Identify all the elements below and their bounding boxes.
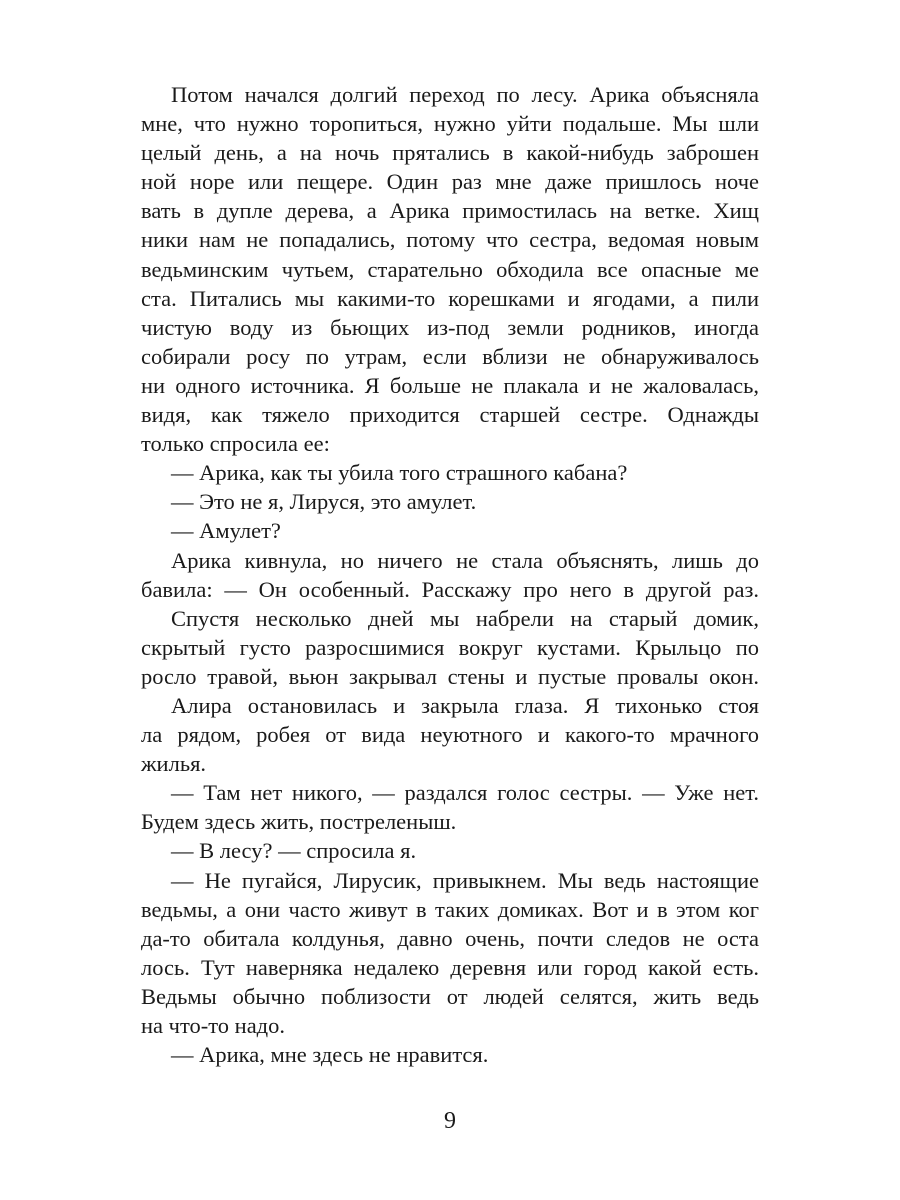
text-line: лось. Тут наверняка недалеко деревня или город какой есть.: [141, 954, 759, 980]
text-line: ведьмы, а они часто живут в таких домиках. Вот и в этом ког: [141, 896, 759, 922]
text-line: — Это не я, Лируся, это амулет.: [171, 489, 477, 515]
body-text: [141, 80, 759, 1069]
text-line: ведьминским чутьем, старательно обходила все опасные ме: [141, 256, 759, 282]
text-line: на что-то надо.: [141, 1013, 286, 1038]
text-line: скрытый густо разросшимися вокруг кустами. Крыльцо по: [141, 634, 759, 660]
text-line: Спустя несколько дней мы набрели на старый домик,: [171, 605, 759, 631]
text-line: бавила: — Он особенный. Расскажу про него в другой раз.: [141, 576, 759, 602]
text-line: Ведьмы обычно поблизости от людей селятся, жить ведь: [141, 983, 759, 1009]
text-line: Арика кивнула, но ничего не стала объяснять, лишь до: [171, 547, 759, 573]
text-line: вать в дупле дерева, а Арика примостилась на ветке. Хищ: [141, 198, 759, 224]
text-line: целый день, а на ночь прятались в какой-нибудь заброшен: [141, 140, 759, 166]
text-line: росло травой, вьюн закрывал стены и пустые провалы окон.: [141, 663, 759, 689]
text-line: да-то обитала колдунья, давно очень, почти следов не оста: [141, 925, 759, 951]
text-line: — Не пугайся, Лирусик, привыкнем. Мы ведь настоящие: [171, 867, 759, 893]
text-line: ной норе или пещере. Один раз мне даже пришлось ноче: [141, 169, 759, 195]
text-line: — Арика, мне здесь не нравится.: [171, 1042, 489, 1068]
text-line: — Амулет?: [171, 518, 281, 544]
text-line: чистую воду из бьющих из-под земли родников, иногда: [141, 314, 759, 340]
text-line: — В лесу? — спросила я.: [171, 838, 417, 864]
text-line: только спросила ее:: [141, 431, 330, 457]
page-number: 9: [444, 1108, 456, 1134]
text-line: ста. Питались мы какими-то корешками и ягодами, а пили: [141, 285, 759, 311]
text-line: — Там нет никого, — раздался голос сестры. — Уже нет.: [171, 780, 759, 806]
text-line: Будем здесь жить, постреленыш.: [141, 809, 457, 835]
text-line: ни одного источника. Я больше не плакала и не жаловалась,: [141, 372, 759, 398]
text-line: — Арика, как ты убила того страшного кабана?: [171, 460, 628, 486]
text-line: жилья.: [141, 751, 207, 777]
text-line: мне, что нужно торопиться, нужно уйти подальше. Мы шли: [141, 111, 759, 137]
text-line: ла рядом, робея от вида неуютного и какого-то мрачного: [141, 722, 759, 748]
text-line: ники нам не попадались, потому что сестра, ведомая новым: [141, 227, 759, 253]
text-line: собирали росу по утрам, если вблизи не обнаруживалось: [141, 343, 759, 369]
text-line: видя, как тяжело приходится старшей сестре. Однажды: [141, 402, 759, 428]
text-line: Алира остановилась и закрыла глаза. Я тихонько стоя: [171, 692, 759, 718]
text-line: Потом начался долгий переход по лесу. Арика объясняла: [171, 82, 759, 107]
